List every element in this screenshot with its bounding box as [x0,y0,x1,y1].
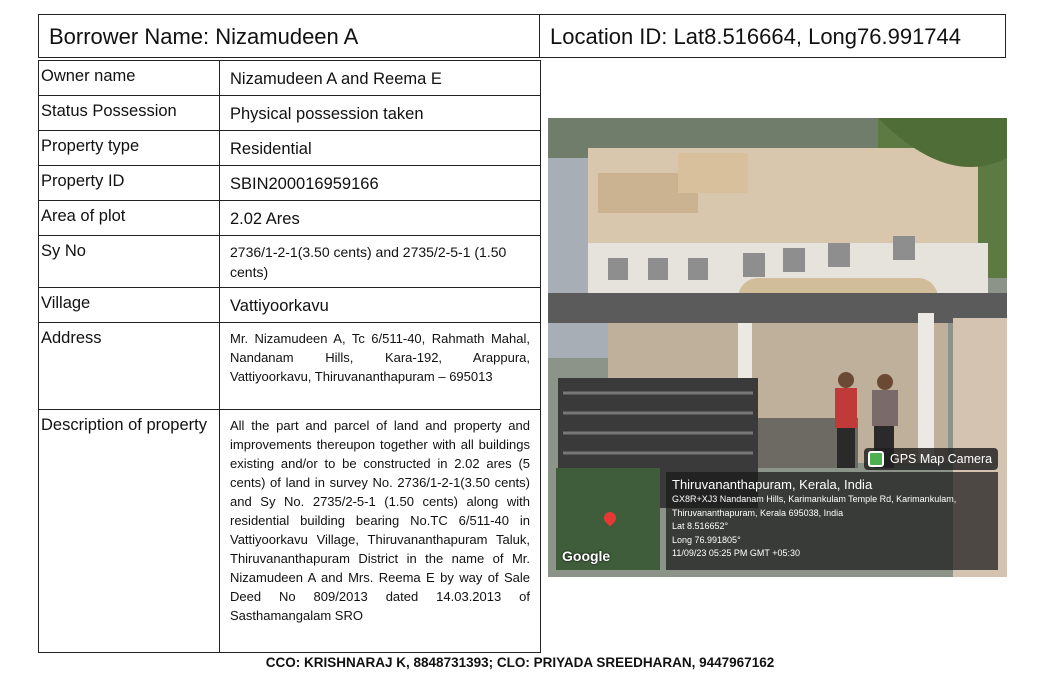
sy-no-label: Sy No [39,236,220,288]
address-label: Address [39,323,220,410]
property-id-value: SBIN200016959166 [220,166,541,201]
contact-footer: CCO: KRISHNARAJ K, 8848731393; CLO: PRIYADA SREEDHARAN, 9447967162 [265,655,775,670]
gps-badge-label: GPS Map Camera [890,452,993,466]
row-description [39,410,541,653]
area-of-plot-value: 2.02 Ares [220,201,541,236]
gps-timestamp: 11/09/23 05:25 PM GMT +05:30 [672,548,800,558]
gps-address-line1: GX8R+XJ3 Nandanam Hills, Karimankulam Temple Rd, Karimankulam, [672,494,957,504]
description-label: Description of property [39,410,220,653]
property-details-table [38,60,541,653]
property-id-label: Property ID [39,166,220,201]
gps-camera-icon [868,451,884,467]
google-logo: Google [562,548,611,564]
status-possession-value: Physical possession taken [220,96,541,131]
map-pin-icon [602,510,619,527]
row-owner-name [39,61,541,96]
row-property-id [39,166,541,201]
property-type-value: Residential [220,131,541,166]
gps-address-line2: Thiruvananthapuram, Kerala 695038, India [672,507,844,518]
village-label: Village [39,288,220,323]
property-type-label: Property type [39,131,220,166]
mini-map [556,468,660,570]
description-value: All the part and parcel of land and property and improvements thereupon together with all buildings existing and/or to be constructed in 2.02 ares (5 cents) of land in survey No. 2736/1-2-1(3.50 cents) and Sy No. 2735/2-5-1 (1.50 cents) along with residential building bearing No.TC 6/511-40 in Vattiyoorkavu Village, Thiruvananthapuram Taluk, Thiruvananthapuram District in the name of Mr. Nizamudeen A and Mrs. Reema E by way of Sale Deed No 809/2013 dated 14.03.2013 of Sasthamangalam SRO [220,410,541,653]
status-possession-label: Status Possession [39,96,220,131]
gps-map-camera-badge [864,448,998,470]
gps-long: Long 76.991805° [672,534,741,545]
row-sy-no [39,236,541,288]
row-address [39,323,541,410]
area-of-plot-label: Area of plot [39,201,220,236]
row-village [39,288,541,323]
property-photo [548,118,1007,577]
owner-name-label: Owner name [39,61,220,96]
owner-name-value: Nizamudeen A and Reema E [220,61,541,96]
row-property-type [39,131,541,166]
address-value: Mr. Nizamudeen A, Tc 6/511-40, Rahmath Mahal, Nandanam Hills, Kara-192, Arappura, Vattiyoorkavu, Thiruvananthapuram – 695013 [220,323,541,410]
village-value: Vattiyoorkavu [220,288,541,323]
borrower-name-header: Borrower Name: Nizamudeen A [38,14,540,58]
row-area-of-plot [39,201,541,236]
row-status-possession [39,96,541,131]
location-id-header: Location ID: Lat8.516664, Long76.991744 [539,14,1006,58]
gps-lat: Lat 8.516652° [672,521,729,531]
sy-no-value: 2736/1-2-1(3.50 cents) and 2735/2-5-1 (1.50 cents) [220,236,541,288]
gps-info-panel [666,472,998,570]
gps-city: Thiruvananthapuram, Kerala, India [672,477,873,492]
